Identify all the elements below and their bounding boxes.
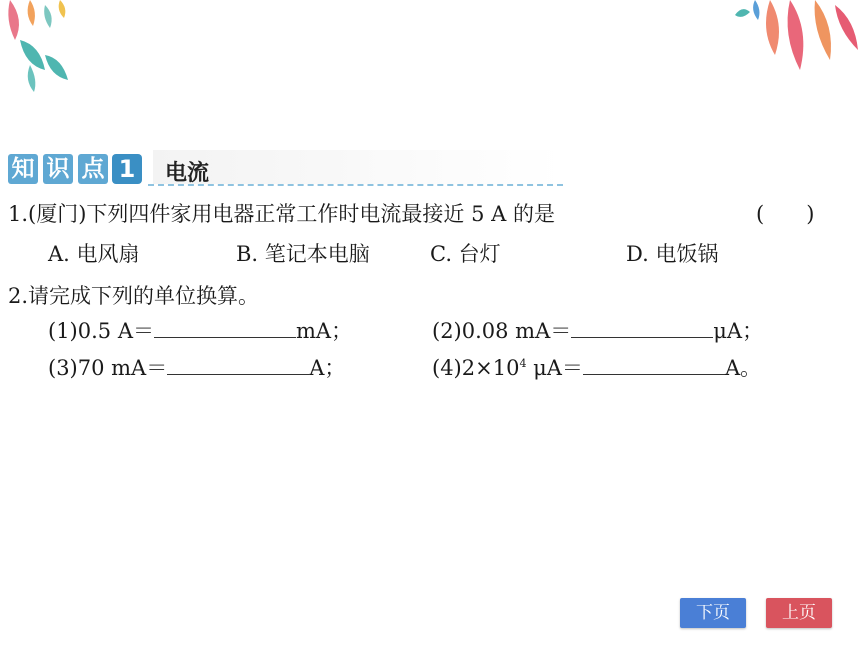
question-text: 请完成下列的单位换算。 (28, 284, 260, 308)
option-c: C. 台灯 (430, 242, 501, 266)
badge-char: 知 (8, 154, 38, 184)
answer-blank[interactable] (571, 317, 713, 338)
section-title: 电流 (165, 161, 210, 186)
next-page-button[interactable]: 下页 (680, 598, 746, 628)
option-a: A. 电风扇 (48, 242, 140, 266)
answer-blank[interactable] (154, 317, 296, 338)
exponent: 4 (519, 357, 527, 370)
conversion-item-1: (1)0.5 A＝ mA； (48, 319, 353, 343)
badge-char: 识 (43, 154, 73, 184)
header-band (153, 150, 563, 184)
option-b: B. 笔记本电脑 (236, 242, 370, 266)
answer-blank[interactable] (583, 354, 725, 375)
conversion-item-4: $(4)2\times 10^4$ μA＝ A。 (432, 356, 762, 380)
question-1 (8, 198, 555, 228)
answer-blank[interactable] (167, 354, 309, 375)
answer-bracket: ( ) (756, 202, 815, 226)
badge-char: 点 (78, 154, 108, 184)
option-d: D. 电饭锅 (626, 242, 719, 266)
floral-decoration-right (730, 0, 860, 75)
previous-page-button[interactable]: 上页 (766, 598, 832, 628)
conversion-item-2: (2)0.08 mA＝ μA； (432, 319, 764, 343)
question-text: (厦门)下列四件家用电器正常工作时电流最接近 5 A 的是 (28, 202, 555, 226)
question-number: 2. (8, 284, 29, 308)
badge-number: 1 (112, 154, 142, 184)
conversion-item-3: (3)70 mA＝ A； (48, 356, 346, 380)
question-number: 1. (8, 202, 29, 226)
floral-decoration-left (0, 0, 90, 95)
knowledge-point-header (8, 150, 563, 188)
question-2 (8, 280, 259, 310)
header-dashed-underline (148, 184, 563, 186)
